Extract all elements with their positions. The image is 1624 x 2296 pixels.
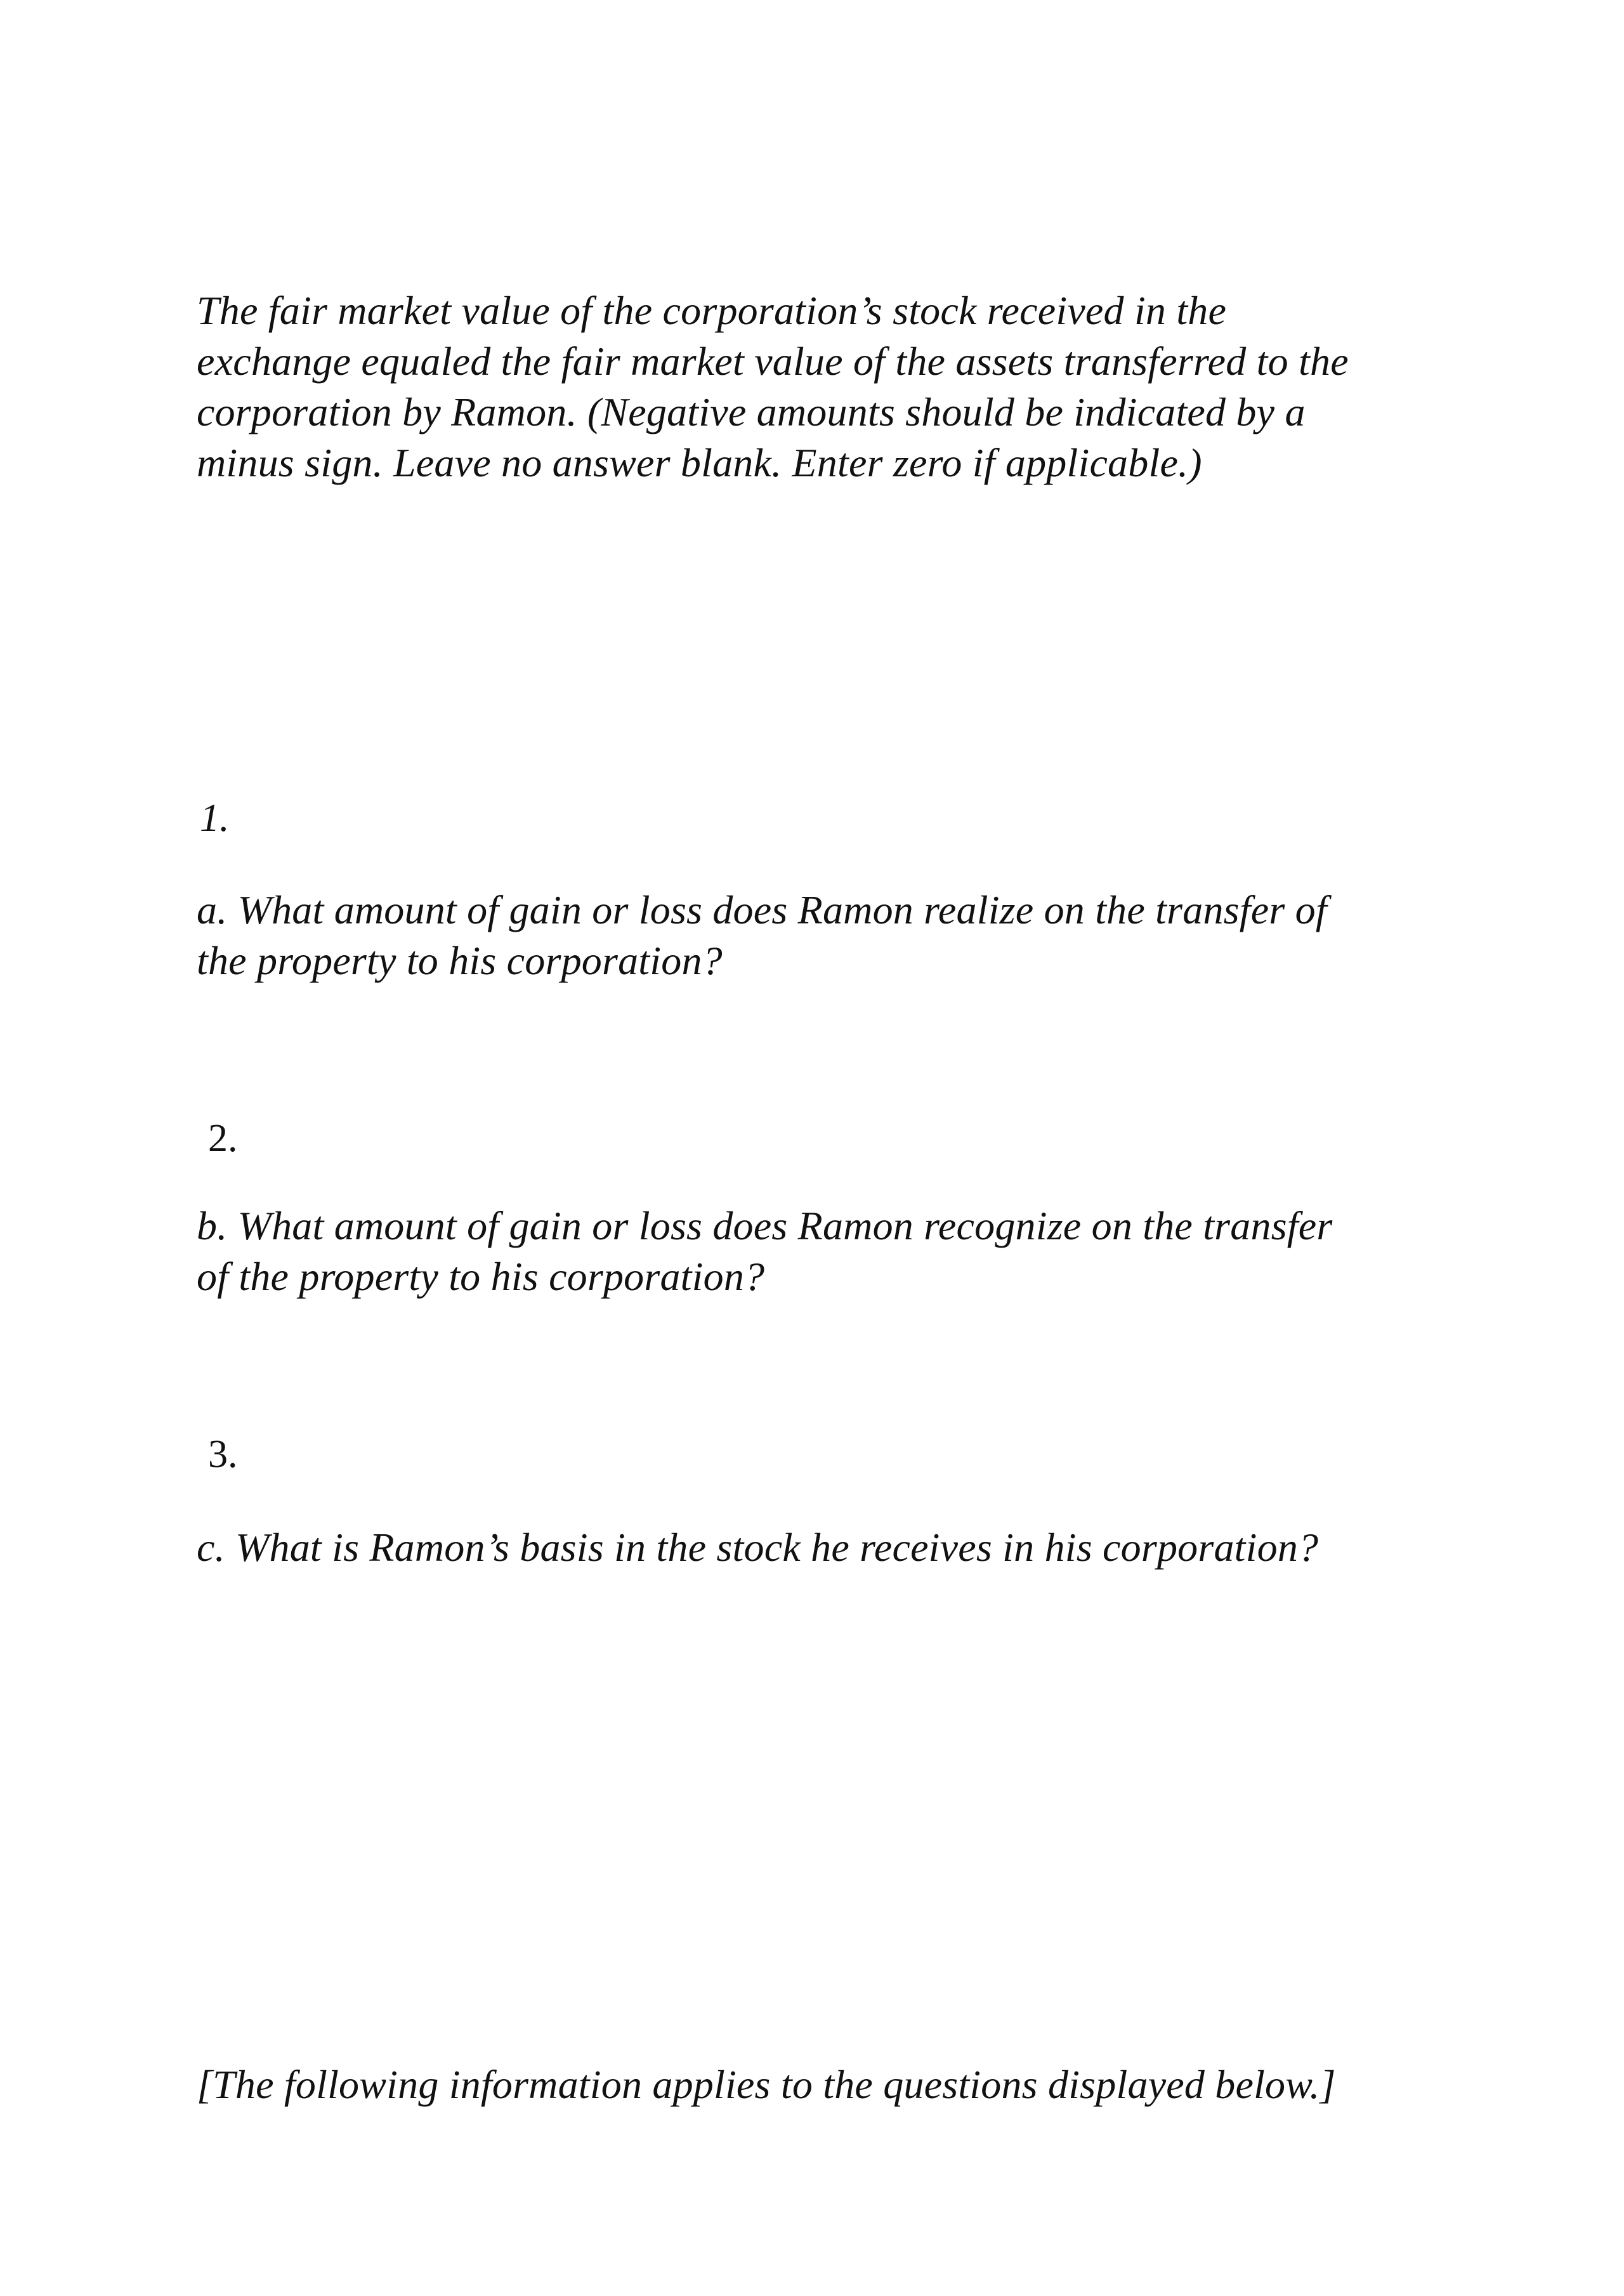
instructions-paragraph: The fair market value of the corporation’s stock received in the exchange equaled the fair market value of the assets transferred to the corporation by Ramon. (Negative amounts should be indicated by a minus sign. Leave no answer blank. Enter zero if applicable.) <box>197 288 1349 485</box>
question-text-a: a. What amount of gain or loss does Ramon realize on the transfer of the property to his corporation? <box>197 887 1327 983</box>
question-number-2: 2. <box>208 1117 238 1160</box>
question-text-c: c. What is Ramon’s basis in the stock he receives in his corporation? <box>197 1525 1319 1570</box>
question-number-3: 3. <box>208 1433 238 1476</box>
question-text-b: b. What amount of gain or loss does Ramon recognize on the transfer of the property to his corporation? <box>197 1203 1333 1299</box>
question-number-1: 1. <box>200 797 230 840</box>
information-note: [The following information applies to the questions displayed below.] <box>197 2062 1336 2107</box>
